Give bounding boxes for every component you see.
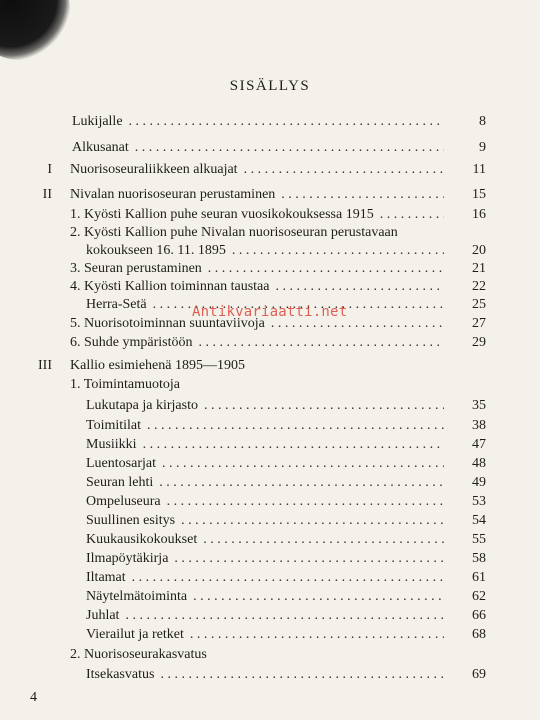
- toc-page-number: 47: [472, 437, 486, 452]
- toc-entry: [70, 185, 444, 205]
- toc-entry-label: Juhlat: [86, 608, 120, 623]
- toc-page-number: 66: [472, 608, 486, 623]
- toc-page-number: 11: [472, 162, 486, 177]
- toc-page-number: 9: [479, 140, 486, 155]
- toc-entry-label: 1. Toimintamuotoja: [70, 377, 180, 392]
- toc-entry: [70, 277, 444, 297]
- toc-entry-label: Nuorisoseuraliikkeen alkuajat: [70, 162, 238, 177]
- toc-entry: [86, 511, 444, 531]
- toc-page-number: 20: [472, 243, 486, 258]
- leader-dots: [203, 530, 444, 550]
- toc-page-number: 16: [472, 207, 486, 222]
- toc-page-number: 25: [472, 297, 486, 312]
- toc-entry-label: Vierailut ja retket: [86, 627, 184, 642]
- leader-dots: [380, 205, 444, 225]
- toc-page-number: 68: [472, 627, 486, 642]
- toc-entry-label: Toimitilat: [86, 418, 142, 433]
- toc-entry: [86, 549, 444, 569]
- leader-dots: [244, 160, 444, 180]
- toc-entry: [70, 259, 444, 279]
- toc-entry: [86, 625, 444, 645]
- toc-entry: [86, 530, 444, 550]
- leader-dots: [204, 396, 444, 416]
- toc-entry-label: 4. Kyösti Kallion toiminnan taustaa: [70, 279, 270, 294]
- chapter-numeral: III: [38, 358, 52, 373]
- toc-page-number: 21: [472, 261, 486, 276]
- leader-dots: [208, 259, 444, 279]
- toc-entry-label: 2. Kyösti Kallion puhe Nivalan nuorisoseuran perustavaan: [70, 225, 398, 240]
- leader-dots: [132, 568, 444, 588]
- toc-entry: [70, 205, 444, 225]
- toc-entry-label: Musiikki: [86, 437, 137, 452]
- leader-dots: [125, 606, 444, 626]
- toc-entry-label: Itsekasvatus: [86, 667, 155, 682]
- toc-entry: [86, 492, 444, 512]
- toc-entry: [86, 665, 444, 685]
- leader-dots: [160, 665, 444, 685]
- chapter-numeral: II: [42, 187, 52, 202]
- toc-entry-label: Ilmapöytäkirja: [86, 551, 169, 566]
- page-title: SISÄLLYS: [229, 78, 311, 94]
- toc-entry-label: 2. Nuorisoseurakasvatus: [70, 647, 207, 662]
- toc-entry: [70, 160, 444, 180]
- toc-entry: [86, 416, 444, 436]
- toc-page-number: 22: [472, 279, 486, 294]
- toc-entry-label: Lukijalle: [72, 114, 123, 129]
- leader-dots: [143, 435, 444, 455]
- toc-page-number: 69: [472, 667, 486, 682]
- leader-dots: [147, 416, 444, 436]
- leader-dots: [174, 549, 444, 569]
- toc-entry: [72, 112, 444, 132]
- toc-page-number: 35: [472, 398, 486, 413]
- leader-dots: [193, 587, 444, 607]
- leader-dots: [199, 333, 445, 353]
- toc-entry: [70, 333, 444, 353]
- toc-entry: [86, 435, 444, 455]
- leader-dots: [232, 241, 444, 261]
- toc-entry: [86, 473, 444, 493]
- toc-page-number: 61: [472, 570, 486, 585]
- leader-dots: [181, 511, 444, 531]
- toc-entry: [86, 606, 444, 626]
- toc-entry-label: Näytelmätoiminta: [86, 589, 188, 604]
- toc-entry-label: Herra-Setä: [86, 297, 147, 312]
- leader-dots: [190, 625, 444, 645]
- toc-page-number: 27: [472, 316, 486, 331]
- toc-entry-label: Nivalan nuorisoseuran perustaminen: [70, 187, 276, 202]
- toc-page-number: 15: [472, 187, 486, 202]
- toc-entry-label: Kallio esimiehenä 1895—1905: [70, 358, 245, 373]
- leader-dots: [135, 138, 444, 158]
- leader-dots: [129, 112, 444, 132]
- leader-dots: [159, 473, 444, 493]
- toc-entry-label: Iltamat: [86, 570, 126, 585]
- toc-page-number: 29: [472, 335, 486, 350]
- toc-entry-label: Alkusanat: [72, 140, 129, 155]
- toc-entry: [86, 396, 444, 416]
- toc-entry-label: 6. Suhde ympäristöön: [70, 335, 193, 350]
- toc-page-number: 54: [472, 513, 486, 528]
- toc-page-number: 58: [472, 551, 486, 566]
- toc-entry-label: kokoukseen 16. 11. 1895: [86, 243, 226, 258]
- toc-page-number: 53: [472, 494, 486, 509]
- watermark-text: Antikvariaatti.net: [192, 304, 348, 320]
- toc-entry-label: 1. Kyösti Kallion puhe seuran vuosikokouksessa 1915: [70, 207, 374, 222]
- toc-page-number: 48: [472, 456, 486, 471]
- toc-page-number: 8: [479, 114, 486, 129]
- toc-entry-label: Ompeluseura: [86, 494, 161, 509]
- toc-page-number: 62: [472, 589, 486, 604]
- toc-entry-label: Kuukausikokoukset: [86, 532, 198, 547]
- page-number: 4: [30, 690, 37, 705]
- toc-page-number: 49: [472, 475, 486, 490]
- chapter-numeral: I: [47, 162, 52, 177]
- toc-entry: [86, 568, 444, 588]
- leader-dots: [275, 277, 444, 297]
- toc-page-number: 55: [472, 532, 486, 547]
- leader-dots: [281, 185, 444, 205]
- toc-entry-label: Luentosarjat: [86, 456, 156, 471]
- toc-entry-label: Seuran lehti: [86, 475, 154, 490]
- toc-entry-label: Lukutapa ja kirjasto: [86, 398, 198, 413]
- toc-page-number: 38: [472, 418, 486, 433]
- toc-entry-label: 5. Nuorisotoiminnan suuntaviivoja: [70, 316, 265, 331]
- toc-entry: [86, 587, 444, 607]
- toc-entry: [86, 241, 444, 261]
- leader-dots: [167, 492, 444, 512]
- toc-entry-label: Suullinen esitys: [86, 513, 176, 528]
- toc-entry-label: 3. Seuran perustaminen: [70, 261, 202, 276]
- toc-entry: [86, 454, 444, 474]
- toc-entry: [72, 138, 444, 158]
- leader-dots: [162, 454, 444, 474]
